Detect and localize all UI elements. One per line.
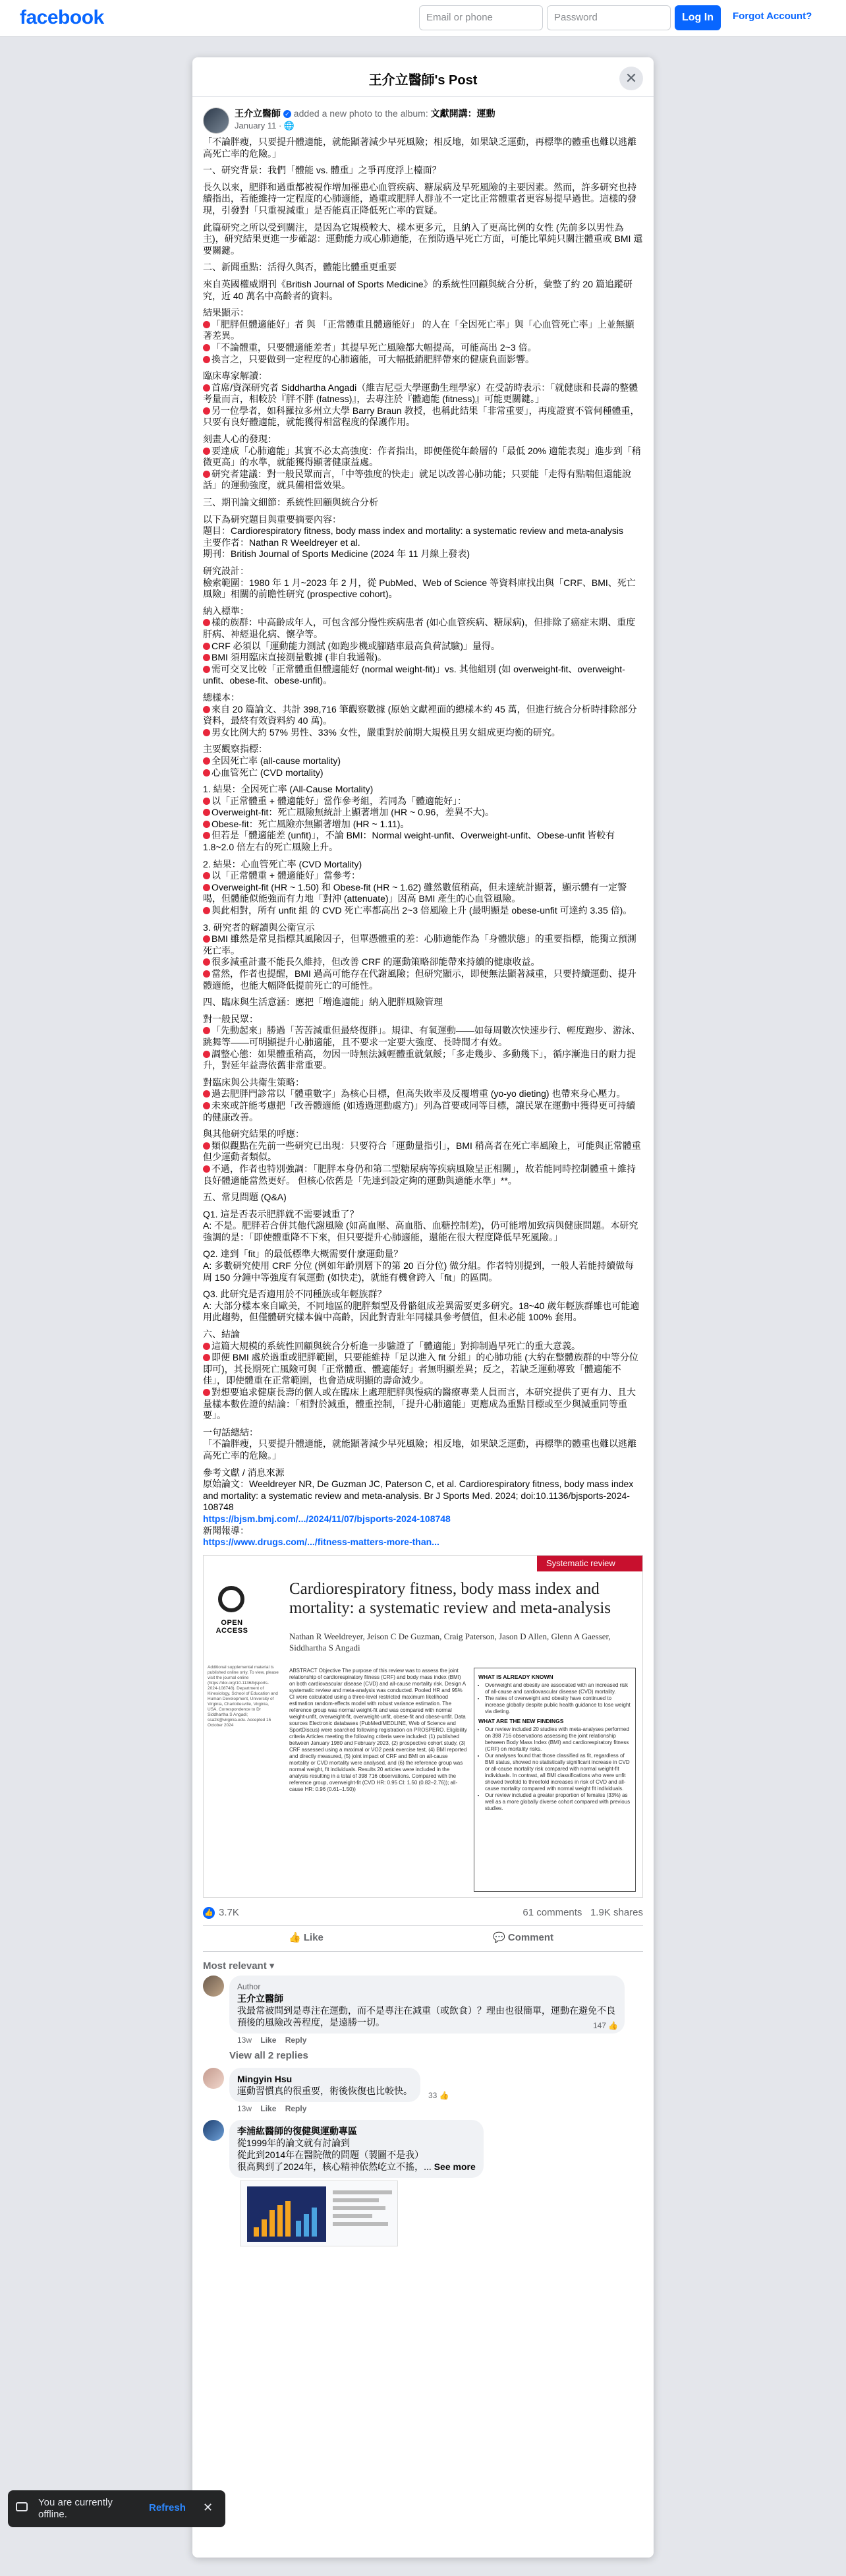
- article-authors: Nathan R Weeldreyer, Jeison C De Guzman, Craig Paterson, Jason D Allen, Glenn A Gaesser, Siddhartha S Angadi: [289, 1631, 611, 1653]
- comment-text: [237, 2137, 476, 2173]
- comment-attached-image[interactable]: [240, 2181, 398, 2246]
- post-paragraph: [203, 382, 643, 405]
- post-dialog: [192, 57, 654, 2558]
- key-messages-box: [474, 1668, 636, 1892]
- comment-share-counts: [522, 1907, 643, 1918]
- post-paragraph: [203, 497, 643, 509]
- post-paragraph: [203, 1260, 643, 1283]
- post-paragraph: [203, 1163, 643, 1186]
- red-circle-icon: [203, 706, 210, 713]
- post-paragraph-text: 以下為研究題目與重要摘要內容：: [203, 513, 341, 525]
- red-circle-icon: [203, 935, 210, 943]
- like-reaction-icon: 👍: [203, 1907, 215, 1919]
- comment-item: [203, 2068, 654, 2113]
- post-paragraph-text: 「不論胖瘦，只要提升體適能，就能顯著減少早死風險；相反地，如果缺乏運動，再標準的體重也難以逃離高死亡率的危險。」: [203, 1438, 636, 1461]
- offline-icon: [16, 2502, 28, 2511]
- post-paragraph-text: Q1. 這是否表示肥胖就不需要減重了？: [203, 1208, 359, 1219]
- red-circle-icon: [203, 407, 210, 415]
- post-paragraph: [203, 1329, 643, 1341]
- author-avatar[interactable]: [203, 107, 229, 134]
- post-paragraph-text: 要達成「心肺適能」其實不必太高強度：作者指出，即便僅從年齡層的「最低 20% 適能表現」進步到「稍微更高」的水準，就能獲得顯著健康益處。: [203, 445, 641, 468]
- comment-time[interactable]: 13w: [237, 2103, 252, 2113]
- post-paragraph-text: 新聞報導：: [203, 1525, 249, 1536]
- post-paragraph-text: https://www.drugs.com/.../fitness-matters-more-than...: [203, 1537, 439, 1548]
- post-paragraph: [203, 1088, 643, 1100]
- post-paragraph-text: 這篇大規模的系統性回顧與統合分析進一步驗證了「體適能」對抑制過早死亡的重大意義。: [212, 1340, 580, 1351]
- post-paragraph: [203, 1387, 643, 1422]
- post-paragraph-text: 心血管死亡 (CVD mortality): [212, 767, 324, 778]
- post-paragraph-text: 原始論文：Weeldreyer NR, De Guzman JC, Paterson C, et al. Cardiorespiratory fitness, body mass index and mortality: a systematic review and meta-analysis. Br J Sports Med. 2024; doi:10.1136/bjsports-2024-108748: [203, 1478, 634, 1513]
- post-paragraph-text: 即便 BMI 處於過重或肥胖範圍，只要能維持「足以進入 fit 分組」的心肺功能 (大約在整體族群的中等分位即可)，其長期死亡風險可與「正常體重、體適能好」者無明顯差異；反之，若缺乏運動導致「體適能不佳」，即使體重在正常範圍，也會造成明顯的壽命減少。: [203, 1352, 638, 1386]
- post-link[interactable]: [203, 1537, 643, 1548]
- comment-reply-button[interactable]: Reply: [285, 2035, 307, 2045]
- post-paragraph-text: 此篇研究之所以受到關注，是因為它規模較大、樣本更多元，且納入了更高比例的女性 (先前多以男性為主)，研究結果更進一步確認：運動能力或心肺適能，在預防過早死亡方面，可能比單純只關注體重或 BMI 還要關鍵。: [203, 221, 643, 256]
- key-message-item: • Our review included a greater proportion of females (33%) as well as a more globally diverse cohort compared with previous studies.: [485, 1792, 631, 1812]
- post-paragraph: [203, 933, 643, 956]
- post-paragraph-text: A: 大部分樣本來自歐美，不同地區的肥胖類型及骨骼組成差異需要更多研究。18~40 歲年輕族群雖也可能適用此趨勢，但僅體研究樣本偏中高齡，因此對青壯年同樣具參考價值，但未必能 100% 套用。: [203, 1300, 640, 1323]
- post-paragraph-text: 過去肥胖門診常以「體重數字」為核心目標，但高失敗率及反覆增重 (yo-yo dieting) 也帶來身心壓力。: [212, 1088, 626, 1099]
- post-paragraph: [203, 1341, 643, 1353]
- red-circle-icon: [203, 321, 210, 328]
- red-circle-icon: [203, 1389, 210, 1396]
- forgot-account-link[interactable]: Forgot Account?: [733, 11, 812, 22]
- post-paragraph-text: 納入標準：: [203, 605, 249, 616]
- post-date[interactable]: January 11 · 🌐: [235, 121, 295, 131]
- post-text: [192, 136, 654, 1548]
- comment-reply-button[interactable]: Reply: [285, 2103, 307, 2113]
- view-replies-link[interactable]: View all 2 replies: [229, 2049, 308, 2061]
- red-circle-icon: [203, 832, 210, 839]
- post-paragraph: [203, 744, 643, 755]
- post-paragraph-text: 3. 研究者的解讀與公衛宣示: [203, 922, 315, 933]
- red-circle-icon: [203, 907, 210, 914]
- post-link[interactable]: [203, 1513, 643, 1525]
- post-paragraph: [203, 1467, 643, 1479]
- post-paragraph: [203, 1248, 643, 1260]
- red-circle-icon: [203, 872, 210, 879]
- post-paragraph: [203, 1077, 643, 1089]
- post-paragraph: [203, 652, 643, 664]
- key-message-item: • Overweight and obesity are associated with an increased risk of all-cause and cardiovascular disease (CVD) mortality.: [485, 1682, 631, 1695]
- sort-label: Most relevant: [203, 1960, 267, 1972]
- post-paragraph-text: 換言之，只要做到一定程度的心肺適能，可大幅抵銷肥胖帶來的健康負面影響。: [212, 353, 534, 365]
- red-circle-icon: [203, 970, 210, 978]
- comment-author[interactable]: 李浦紘醫師的復健與運動專區: [237, 2125, 357, 2136]
- red-circle-icon: [203, 1102, 210, 1109]
- post-action-text: added a new photo to the album:: [293, 108, 428, 119]
- post-paragraph-text: 四、臨床與生活意涵：應把「增進適能」納入肥胖風險管理: [203, 997, 443, 1008]
- post-paragraph: [203, 279, 643, 302]
- key-message-item: • Our review included 20 studies with meta-analyses performed on 398 716 observations assessing the joint relationship between Body Mass Index (BMI) and cardiorespiratory fitness (CRF) on mortality risks.: [485, 1726, 631, 1753]
- post-paragraph: [203, 136, 643, 160]
- reaction-summary: [203, 1903, 643, 1923]
- red-circle-icon: [203, 619, 210, 626]
- post-paragraph-text: 長久以來，肥胖和過重都被視作增加罹患心血管疾病、糖尿病及早死風險的主要因素。然而，許多研究也持續指出，若能維持一定程度的心肺適能，過重或肥胖人群並不一定比正常體重者更容易提早過世。這樣的發現，引發對「只重視減重」是否能真正降低死亡率的質疑。: [203, 181, 636, 216]
- post-paragraph-text: 一句話總結：: [203, 1426, 258, 1438]
- post-paragraph: [203, 262, 643, 274]
- comment-count[interactable]: 61 comments: [522, 1906, 582, 1918]
- post-paragraph: [203, 905, 643, 917]
- post-paragraph-text: 一、研究背景：我們「體能 vs. 體重」之爭再度浮上檯面？: [203, 165, 441, 176]
- article-image[interactable]: [203, 1555, 643, 1898]
- post-paragraph-text: 以「正常體重 + 體適能好」當參考：: [212, 870, 360, 881]
- key-message-item: • Our analyses found that those classified as fit, regardless of BMI status, showed no statistically significant increase in CVD or all-cause mortality risk compared with normal weight-fit individuals. In contrast, all BMI classifications who were unfit showed twofold to threefold increases in risk of CVD and all-cause mortality compared with normal weight fit individuals.: [485, 1753, 631, 1792]
- comment-bubble: [229, 1976, 625, 2034]
- key-message-item: • The rates of overweight and obesity have continued to increase globally despite public health guidance to lose weight via dieting.: [485, 1695, 631, 1715]
- post-paragraph-text: 全因死亡率 (all-cause mortality): [212, 755, 341, 766]
- red-circle-icon: [203, 384, 210, 392]
- post-paragraph: [203, 1438, 643, 1461]
- post-paragraph: [203, 319, 643, 342]
- red-circle-icon: [203, 798, 210, 805]
- red-circle-icon: [203, 654, 210, 661]
- post-paragraph: [203, 830, 643, 853]
- post-paragraph-text: 研究者建議：對一般民眾而言，「中等強度的快走」就足以改善心肺功能；只要能「走得有點喘但還能說話」的運動強度，就具備相當效果。: [203, 468, 631, 491]
- like-button-label: Like: [303, 1931, 324, 1943]
- post-paragraph: [203, 997, 643, 1009]
- post-paragraph-text: 刻畫人心的發現：: [203, 434, 277, 445]
- post-paragraph: [203, 548, 643, 560]
- red-circle-icon: [203, 344, 210, 351]
- post-paragraph: [203, 222, 643, 257]
- post-paragraph-text: Q3. 此研究是否適用於不同種族或年輕族群？: [203, 1289, 387, 1300]
- comment-avatar[interactable]: [203, 2068, 224, 2089]
- email-field[interactable]: Email or phone: [419, 5, 543, 30]
- post-paragraph-text: 三、期刊論文細節：系統性回顧與統合分析: [203, 497, 378, 508]
- action-bar: [203, 1925, 643, 1952]
- comment-button[interactable]: 💬 Comment: [493, 1931, 554, 1943]
- new-findings-heading: WHAT ARE THE NEW FINDINGS: [478, 1717, 564, 1724]
- post-paragraph: [203, 446, 643, 469]
- post-paragraph-text: 二、新聞重點：活得久與否，體能比體重更重要: [203, 262, 397, 273]
- post-paragraph-text: CRF 必須以「運動能力測試 (如跑步機或腳踏車最高負荷試驗)」量得。: [212, 640, 500, 651]
- post-paragraph-text: 來自 20 篇論文、共計 398,716 筆觀察數據 (原始文獻裡面的總樣本約 45 萬，但進行統合分析時排除部分資料，最終有效資料約 40 萬)。: [203, 703, 637, 726]
- post-paragraph: [203, 727, 643, 739]
- post-paragraph-text: 對一般民眾：: [203, 1013, 258, 1024]
- globe-icon: 🌐: [283, 121, 295, 131]
- post-paragraph: [203, 1128, 643, 1140]
- post-paragraph: [203, 1478, 643, 1513]
- comment-item: [203, 2120, 654, 2246]
- post-paragraph-text: 主要觀察指標：: [203, 744, 268, 755]
- post-paragraph-text: 「不論體重，只要體適能差者」其提早死亡風險都大幅提高，可能高出 2~3 倍。: [212, 341, 537, 353]
- comment-bubble: [229, 2068, 420, 2102]
- comment-reaction-count[interactable]: 33 👍: [428, 2090, 449, 2100]
- login-button[interactable]: Log In: [675, 5, 721, 30]
- post-paragraph: [203, 807, 643, 819]
- comment-text: 運動習慣真的很重要，術後恢復也比較快。: [237, 2085, 412, 2096]
- post-paragraph: [203, 469, 643, 492]
- new-findings-list: [478, 1726, 631, 1812]
- post-paragraph-text: BMI 須用臨床直接測量數據 (非自我通報)。: [212, 652, 387, 663]
- post-paragraph-text: Overweight-fit (HR ~ 1.50) 和 Obese-fit (HR ~ 1.62) 雖然數值稍高，但未達統計顯著，顯示體有一定警喝，但體能似能強而有力地「對沖 (attenuate)」因高 BMI 產生的心血管風險。: [203, 881, 627, 904]
- dialog-title: 王介立醫師's Post: [368, 73, 478, 88]
- post-paragraph-text: 六、結論: [203, 1329, 240, 1340]
- offline-toast: [8, 2490, 225, 2527]
- top-navbar: [0, 0, 846, 37]
- post-paragraph-text: 類似觀點在先前一些研究已出現：只要符合「運動量指引」，BMI 稍高者在死亡率風險上，可能與正常體重但少運動者類似。: [203, 1140, 641, 1163]
- post-paragraph: [203, 566, 643, 577]
- red-circle-icon: [203, 471, 210, 478]
- red-circle-icon: [203, 757, 210, 765]
- post-paragraph-text: Obese-fit：死亡風險亦無顯著增加 (HR ~ 1.11)。: [212, 818, 410, 829]
- post-paragraph: [203, 617, 643, 640]
- post-paragraph-text: 「先動起來」勝過「苦苦減重但最終復胖」。規律、有氧運動——如每周數次快速步行、輕度跑步、游泳、跳舞等——可明顯提升心肺適能，且不要求一定要大強度、長時間才有效。: [203, 1025, 640, 1047]
- post-paragraph: [203, 525, 643, 537]
- systematic-review-banner: Systematic review: [537, 1556, 642, 1571]
- comment-button-label: Comment: [507, 1931, 554, 1943]
- author-line: [235, 107, 643, 119]
- comment-avatar[interactable]: [203, 1976, 224, 1997]
- dialog-header: [192, 57, 654, 97]
- post-paragraph: [203, 370, 643, 382]
- red-circle-icon: [203, 958, 210, 966]
- red-circle-icon: [203, 356, 210, 363]
- comment-text-line: 從此到2014年在醫院做的問題（製圖不是我）: [237, 2149, 424, 2160]
- post-paragraph: [203, 870, 643, 882]
- offline-message: [38, 2497, 113, 2521]
- post-paragraph: [203, 434, 643, 446]
- post-paragraph-text: 以「正常體重 + 體適能好」當作參考組，若同為「體適能好」：: [212, 795, 466, 806]
- post-paragraph-text: A: 多數研究使用 CRF 分位 (例如年齡別層下的第 20 百分位) 做分組。作者特別提到，一般人若能持續做每周 150 分鐘中等強度有氧運動 (如快走)，就能有機會跨入「fit」的區間。: [203, 1260, 634, 1283]
- post-paragraph: [203, 796, 643, 807]
- post-paragraph: [203, 1140, 643, 1163]
- comment-avatar[interactable]: [203, 2120, 224, 2141]
- attached-chart-graphic: [240, 2181, 398, 2246]
- comment-item: [203, 1976, 654, 2045]
- share-count[interactable]: 1.9K shares: [590, 1906, 643, 1918]
- post-paragraph: [203, 922, 643, 934]
- post-paragraph: [203, 819, 643, 831]
- post-paragraph-text: 研究設計：: [203, 566, 249, 576]
- post-paragraph-text: 總樣本：: [203, 691, 240, 703]
- post-paragraph-text: 調整心態：如果體重稍高，勿因一時無法減輕體重就氣餒；「多走幾步、多動幾下」，循序漸進日的耐力提升，對延年益壽依舊非常重要。: [203, 1048, 636, 1071]
- red-circle-icon: [203, 1090, 210, 1098]
- post-paragraph-text: 「不論胖瘦，只要提升體適能，就能顯著減少早死風險；相反地，如果缺乏運動，再標準的體重也難以逃離高死亡率的危險。」: [203, 136, 636, 159]
- post-paragraph: [203, 882, 643, 905]
- password-field[interactable]: Password: [547, 5, 671, 30]
- post-paragraph-text: A: 不是。肥胖若合併其他代謝風險 (如高血壓、高血脂、血糖控制差)，仍可能增加致病與健康問題。本研究強調的是：「即使體重降不下來，但只要提升心肺適能，還能在很大程度降低早死風險。」: [203, 1220, 638, 1243]
- comment-reaction-number: 147: [593, 2020, 607, 2030]
- red-circle-icon: [203, 1142, 210, 1150]
- album-link[interactable]: 文獻開講：運動: [430, 108, 495, 119]
- author-badge: Author: [237, 1981, 261, 1991]
- red-circle-icon: [203, 1354, 210, 1361]
- red-circle-icon: [203, 643, 210, 650]
- red-circle-icon: [203, 809, 210, 816]
- verified-icon: ✓: [283, 110, 291, 118]
- post-paragraph-text: 很多減重計畫不能長久維持，但改善 CRF 的運動策略卻能帶來持續的健康收益。: [212, 956, 540, 968]
- post-paragraph-text: 臨床專家解讀：: [203, 370, 268, 382]
- red-circle-icon: [203, 1027, 210, 1034]
- post-paragraph: [203, 641, 643, 653]
- post-paragraph-text: 首席/資深研究者 Siddhartha Angadi（維吉尼亞大學運動生理學家）在受訪時表示：「就健康和長壽的整體考量而言，相較於『胖不胖 (fatness)』，去專注於『體適能 (fitness)』可能更關鍵。」: [203, 382, 638, 405]
- comment-author[interactable]: Mingyin Hsu: [237, 2073, 293, 2084]
- post-paragraph: [203, 1352, 643, 1387]
- post-paragraph-text: 2. 結果：心血管死亡率 (CVD Mortality): [203, 858, 362, 869]
- facebook-logo[interactable]: facebook: [20, 7, 104, 28]
- post-paragraph: [203, 1301, 643, 1324]
- comment-text-line: 很高興到了2024年，核心精神依然屹立不搖，... See more: [237, 2161, 476, 2172]
- red-circle-icon: [203, 1051, 210, 1058]
- comment-text-line: 從1999年的論文就有討論到: [237, 2137, 351, 2148]
- post-paragraph-text: BMI 雖然是常見指標其風險因子，但單憑體重的差：心肺適能作為「身體狀態」的重要指標，能獨立預測死亡率。: [203, 933, 636, 956]
- post-paragraph: [203, 1100, 643, 1123]
- post-paragraph-text: 男女比例大約 57% 男性、33% 女性，嚴重對於前期大規模且男女組成更均衡的研究。: [212, 726, 561, 738]
- post-paragraph: [203, 784, 643, 796]
- comment-sort-dropdown[interactable]: Most relevant ▾: [203, 1960, 275, 1972]
- article-abstract: ABSTRACT Objective The purpose of this review was to assess the joint relationship of cardiorespiratory fitness (CRF) and body mass index (BMI) on both cardiovascular disease (CVD) and all-cause mortality risk. Design A systematic review and meta-analysis was conducted. Pooled HR and 95% CI were calculated using a three-level restricted maximum likelihood estimation random-effects model with robust variance estimation. The reference group was normal weight-fit and was compared with normal weight-unfit, overweight-fit, overweight-unfit, obese-fit and obese-unfit. Data sources Electronic databases (PubMed/MEDLINE, Web of Science and SportDiscus) were searched following registration on PROSPERO. Eligibility criteria Articles meeting the following criteria were included: (1) published between January 1980 and February 2023, (2) prospective cohort study, (3) CRF assessed using a maximal or VO2 peak exercise test, (4) BMI reported and directly measured, (5) joint impact of CRF and BMI on all-cause mortality or CVD mortality were analysed, and (6) the reference group was normal weight, fit individuals. Results 20 articles were included in the analysis resulting in a total of 398 716 observations. Compared with the reference group, overweight-fit (CVD HR: 0.95 CI: 1.50 (0.82–2.76)); all-cause HR: 0.96 (0.61–1.50)): [289, 1667, 467, 1792]
- article-title: Cardiorespiratory fitness, body mass index and mortality: a systematic review and meta-analysis: [289, 1579, 611, 1617]
- post-paragraph: [203, 664, 643, 687]
- red-circle-icon: [203, 884, 210, 891]
- refresh-link[interactable]: Refresh: [149, 2502, 186, 2513]
- offline-line-2: offline.: [38, 2509, 67, 2520]
- red-circle-icon: [203, 729, 210, 736]
- post-paragraph: [203, 537, 643, 549]
- post-paragraph: [203, 1049, 643, 1072]
- comment-time[interactable]: 13w: [237, 2035, 252, 2045]
- post-paragraph: [203, 1014, 643, 1026]
- comment-like-button[interactable]: Like: [260, 2103, 277, 2113]
- post-paragraph: [203, 1220, 643, 1243]
- post-paragraph: [203, 342, 643, 354]
- post-paragraph-text: 不過，作者也特別強調：「肥胖本身仍和第二型糖尿病等疾病風險呈正相關」，故若能同時控制體重＋維持良好體適能當然更好。 但核心依舊是「先達到設定夠的運動與適能水準」**。: [203, 1163, 636, 1186]
- post-paragraph-text: 1. 結果：全因死亡率 (All-Cause Mortality): [203, 784, 374, 795]
- close-icon[interactable]: ✕: [203, 2501, 213, 2514]
- post-paragraph-text: 對臨床與公共衛生策略：: [203, 1076, 304, 1088]
- post-paragraph-text: 題目：Cardiorespiratory fitness, body mass index and mortality: a systematic review and meta-analysis: [203, 525, 624, 537]
- post-paragraph: [203, 165, 643, 177]
- post-paragraph-text: 與此相對，所有 unfit 組 的 CVD 死亡率都高出 2~3 倍風險上升 (最明顯是 obese-unfit 可達約 3.35 倍)。: [212, 905, 633, 916]
- post-paragraph: [203, 767, 643, 779]
- post-header: [192, 103, 654, 136]
- post-paragraph-text: 未來或許能考慮把「改善體適能 (如透過運動處方)」列為首要或同等目標，讓民眾在運動中獲得更可持續的健康改善。: [203, 1099, 636, 1123]
- open-access-label: OPEN ACCESS: [215, 1618, 248, 1635]
- post-paragraph: [203, 1427, 643, 1439]
- comment-reaction-count[interactable]: 147 👍: [593, 2020, 619, 2030]
- post-paragraph: [203, 704, 643, 727]
- article-sidebar-notes: Additional supplemental material is published online only. To view, please visit the journal online (https://doi.org/10.1136/bjsports-2024-108748). Department of Kinesiology, School of Education and Human Development, University of Virginia, Charlottesville, Virginia, USA. Correspondence to Dr Siddhartha S Angadi; ssa2k@virginia.edu. Accepted 15 October 2024: [208, 1664, 279, 1728]
- post-paragraph-text: 另一位學者，如科羅拉多州立大學 Barry Braun 教授，也稱此結果「非常重要」，再度證實不管何種體重，只要有良好體適能，就能獲得相當程度的保護作用。: [203, 405, 640, 428]
- post-paragraph: [203, 968, 643, 991]
- post-paragraph-text: 來自英國權威期刊《British Journal of Sports Medicine》的系統性回顧與統合分析，彙整了約 20 篇追蹤研究，近 40 萬名中高齡者的資料。: [203, 278, 633, 301]
- post-paragraph-text: 檢索範圍：1980 年 1 月~2023 年 2 月，從 PubMed、Web of Science 等資料庫找出與「CRF、BMI、死亡風險」相關的前瞻性研究 (prospective cohort)。: [203, 577, 636, 600]
- post-paragraph: [203, 1525, 643, 1537]
- post-paragraph-text: 與其他研究結果的呼應：: [203, 1128, 304, 1140]
- comment-like-button[interactable]: Like: [260, 2035, 277, 2045]
- close-icon[interactable]: ✕: [619, 67, 643, 90]
- post-paragraph-text: https://bjsm.bmj.com/.../2024/11/07/bjsports-2024-108748: [203, 1513, 451, 1524]
- known-list: [478, 1682, 631, 1715]
- red-circle-icon: [203, 1343, 210, 1350]
- post-paragraph: [203, 514, 643, 526]
- red-circle-icon: [203, 821, 210, 828]
- open-access-lock-icon: [218, 1586, 244, 1612]
- post-paragraph-text: 主要作者：Nathan R Weeldreyer et al.: [203, 537, 360, 548]
- post-paragraph-text: 需可交叉比較「正常體重但體適能好 (normal weight-fit)」vs. 其他組別 (如 overweight-fit、overweight-unfit、obese-fit、obese-unfit)。: [203, 663, 625, 686]
- post-paragraph-text: 結果顯示：: [203, 307, 249, 318]
- post-paragraph: [203, 182, 643, 217]
- comment-reaction-number: 33: [428, 2090, 437, 2100]
- red-circle-icon: [203, 1165, 210, 1173]
- post-paragraph-text: 當然，作者也提醒，BMI 過高可能存在代謝風險；但研究顯示，即便無法顯著減重，只要持續運動、提升體適能，也能大幅降低提前死亡的可能性。: [203, 968, 636, 991]
- reaction-count[interactable]: 3.7K: [219, 1906, 239, 1918]
- post-paragraph-text: 期刊：British Journal of Sports Medicine (2024 年 11 月線上發表): [203, 548, 470, 560]
- post-paragraph: [203, 692, 643, 704]
- post-date-text: January 11: [235, 121, 277, 131]
- post-paragraph: [203, 1209, 643, 1221]
- post-paragraph: [203, 956, 643, 968]
- post-paragraph-text: 但若是「體適能差 (unfit)」，不論 BMI：Normal weight-unfit、Overweight-unfit、Obese-unfit 皆較有 1.8~2.0 倍左右的死亡風險上升。: [203, 830, 615, 853]
- comment-meta: [237, 2020, 654, 2045]
- offline-line-1: You are currently: [38, 2497, 113, 2508]
- post-paragraph-text: Overweight-fit：死亡風險無統計上顯著增加 (HR ~ 0.96，差異不大)。: [212, 807, 494, 818]
- post-paragraph-text: Q2. 達到「fit」的最低標準大概需要什麼運動量？: [203, 1248, 403, 1260]
- post-paragraph-text: 「肥胖但體適能好」者 與 「正常體重且體適能好」 的人在「全因死亡率」與「心血管死亡率」上並無顯著差異。: [203, 318, 634, 341]
- post-paragraph: [203, 1192, 643, 1204]
- red-circle-icon: [203, 769, 210, 776]
- known-heading: WHAT IS ALREADY KNOWN: [478, 1673, 553, 1680]
- post-paragraph: [203, 859, 643, 871]
- post-paragraph: [203, 1289, 643, 1301]
- post-paragraph-text: 樣的族群：中高齡成年人，可包含部分慢性疾病患者 (如心血管疾病、糖尿病)，但排除了癌症末期、重度肝病、神經退化病、懷孕等。: [203, 617, 636, 639]
- post-paragraph: [203, 405, 643, 428]
- red-circle-icon: [203, 666, 210, 673]
- post-paragraph-text: 五、常見問題 (Q&A): [203, 1192, 287, 1203]
- comment-author[interactable]: 王介立醫師: [237, 1993, 283, 2004]
- post-paragraph: [203, 577, 643, 600]
- red-circle-icon: [203, 448, 210, 455]
- post-paragraph: [203, 354, 643, 366]
- comment-bubble: [229, 2120, 484, 2178]
- post-paragraph: [203, 1025, 643, 1048]
- post-paragraph-text: 參考文獻 / 消息來源: [203, 1467, 285, 1478]
- post-paragraph: [203, 307, 643, 319]
- post-paragraph-text: 對想要追求健康長壽的個人或在臨床上處理肥胖與慢病的醫療專業人員而言，本研究提供了更有力、且大量樣本數佐證的結論：「相對於減重，體重控制，「提升心肺適能」更應成為重點目標或至少與減重同等重要」。: [203, 1387, 636, 1421]
- post-paragraph: [203, 606, 643, 618]
- comment-text: 我最常被問到是專注在運動，而不是專注在減重（或飲食）？理由也很簡單，運動在避免不良預後的風險改善程度，是遠勝一切。: [237, 2005, 615, 2028]
- post-paragraph: [203, 755, 643, 767]
- see-more-link[interactable]: See more: [431, 2161, 476, 2172]
- author-name[interactable]: 王介立醫師: [235, 108, 281, 119]
- like-button[interactable]: 👍 Like: [289, 1931, 324, 1943]
